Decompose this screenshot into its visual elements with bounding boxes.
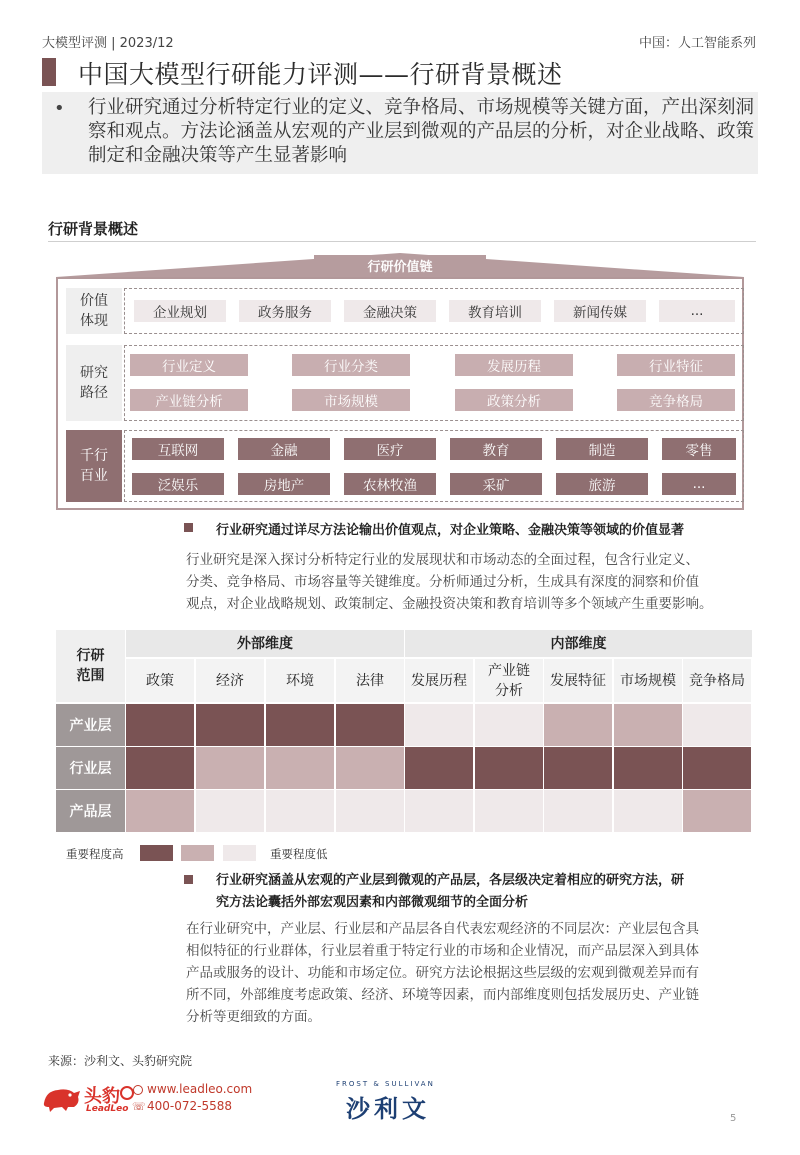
matrix-importance-cell: [405, 790, 473, 832]
note2-line: 相似特征的行业群体，行业层着重于特定行业的市场和企业情况，而产品层深入到具体: [186, 943, 699, 959]
matrix-importance-cell: [266, 704, 334, 746]
matrix-importance-cell: [336, 790, 404, 832]
value-chain-header: [56, 253, 744, 277]
matrix-importance-cell: [683, 704, 751, 746]
matrix-importance-cell: [126, 704, 194, 746]
matrix-row-header: 产业层: [56, 704, 125, 746]
note2-line: 产品或服务的设计、功能和市场定位。研究方法论根据这些层级的宏观到微观差异而有: [186, 965, 699, 981]
row-label-industries: [66, 430, 122, 502]
row-label-industries-line: 百业: [80, 468, 108, 484]
legend-swatch-high: [140, 845, 173, 861]
partner-name-en: FROST & SULLIVAN: [336, 1080, 435, 1088]
note2-line: 所不同，外部维度考虑政策、经济、环境等因素，而内部维度则包括发展历史、产业链: [186, 987, 699, 1003]
chip-research-item: 市场规模: [292, 389, 410, 411]
matrix-importance-cell: [336, 704, 404, 746]
note1-headline: 行业研究通过详尽方法论输出价值观点，对企业策略、金融决策等领域的价值显著: [216, 523, 685, 538]
legend-high-label: 重要程度高: [66, 847, 124, 861]
matrix-row-header: 产品层: [56, 790, 125, 832]
web-icon: [133, 1085, 143, 1095]
note2-line: 分析等更细致的方面。: [186, 1009, 321, 1025]
chip-research-item: 行业分类: [292, 354, 410, 376]
note2-headline-line: 究方法论囊括外部宏观因素和内部微观细节的全面分析: [216, 895, 529, 910]
matrix-column-header-line: 环境: [286, 672, 314, 689]
matrix-column-header-line: 发展历程: [411, 672, 467, 689]
row-label-value: [66, 288, 122, 334]
matrix-importance-cell: [614, 704, 682, 746]
matrix-corner: [56, 630, 125, 702]
matrix-column-header: [126, 659, 194, 702]
page-number: 5: [730, 1113, 737, 1124]
chip-industry-item: 农林牧渔: [344, 473, 436, 495]
matrix-importance-cell: [544, 747, 612, 789]
matrix-column-header-line: 市场规模: [620, 672, 676, 689]
leadleo-brand-cn: 头豹: [84, 1086, 120, 1107]
chip-research-item: 行业定义: [130, 354, 248, 376]
chip-research-item: 政策分析: [455, 389, 573, 411]
note2-bullet-icon: [184, 875, 193, 884]
chip-value-item: 企业规划: [134, 300, 226, 322]
page-title: 中国大模型行研能力评测——行研背景概述: [78, 60, 563, 89]
row-label-research-line: 研究: [80, 365, 108, 381]
chip-industry-item: 教育: [450, 438, 542, 460]
matrix-importance-cell: [126, 790, 194, 832]
matrix-importance-cell: [614, 747, 682, 789]
chip-industry-item: ...: [662, 473, 736, 495]
summary-box: [42, 92, 758, 174]
leadleo-brand-en: LeadLeo: [86, 1104, 129, 1114]
row-label-research: [66, 345, 122, 421]
chip-value-item: 新闻传媒: [554, 300, 646, 322]
research-scope-matrix: [56, 630, 752, 832]
section-divider: [48, 241, 756, 242]
note2-headline-line: 行业研究涵盖从宏观的产业层到微观的产品层，各层级决定着相应的研究方法，研: [216, 873, 685, 888]
row-label-value-line: 价值: [80, 293, 108, 309]
chip-research-item: 发展历程: [455, 354, 573, 376]
summary-bullet: •: [54, 98, 65, 119]
matrix-importance-cell: [196, 790, 264, 832]
value-chain-frame: [56, 277, 744, 510]
chip-industry-item: 采矿: [450, 473, 542, 495]
matrix-importance-cell: [405, 747, 473, 789]
value-chain-title: 行研价值链: [367, 260, 433, 275]
matrix-importance-cell: [405, 704, 473, 746]
report-category: 中国：人工智能系列: [638, 36, 756, 51]
matrix-column-header-line: 分析: [495, 682, 523, 699]
legend-swatch-low: [223, 845, 256, 861]
matrix-importance-cell: [544, 790, 612, 832]
matrix-column-header: [266, 659, 334, 702]
matrix-column-header-line: 法律: [356, 672, 384, 689]
matrix-column-header: [683, 659, 751, 702]
title-accent-bar: [42, 58, 56, 86]
chip-value-item: 教育培训: [449, 300, 541, 322]
note1-line: 分类、竞争格局、市场容量等关键维度。分析师通过分析，生成具有深度的洞察和价值: [186, 574, 699, 590]
matrix-corner-line: 范围: [76, 668, 105, 684]
chip-industry-item: 制造: [556, 438, 648, 460]
chip-industry-item: 互联网: [132, 438, 224, 460]
matrix-column-header-line: 产业链: [488, 662, 530, 679]
matrix-column-header-line: 政策: [146, 672, 174, 689]
matrix-column-header-line: 竞争格局: [689, 672, 745, 689]
source-note: 来源：沙利文、头豹研究院: [48, 1054, 193, 1068]
matrix-importance-cell: [126, 747, 194, 789]
legend-low-label: 重要程度低: [270, 847, 328, 861]
matrix-importance-cell: [475, 704, 543, 746]
matrix-importance-cell: [266, 747, 334, 789]
leadleo-logo-icon: [40, 1083, 84, 1113]
matrix-importance-cell: [544, 704, 612, 746]
chip-industry-item: 泛娱乐: [132, 473, 224, 495]
matrix-row-header: 行业层: [56, 747, 125, 789]
chip-value-item: ...: [659, 300, 735, 322]
section-title: 行研背景概述: [48, 220, 139, 238]
note1-bullet-icon: [184, 523, 193, 532]
matrix-column-header: [614, 659, 682, 702]
chip-research-item: 行业特征: [617, 354, 735, 376]
partner-name-cn: 沙利文: [346, 1095, 430, 1123]
matrix-importance-cell: [475, 790, 543, 832]
matrix-importance-cell: [614, 790, 682, 832]
summary-text: 行业研究通过分析特定行业的定义、竞争格局、市场规模等关键方面，产出深刻洞察和观点。方法论涵盖从宏观的产业层到微观的产品层的分析，对企业战略、政策制定和金融决策等产生显著影响: [88, 97, 755, 166]
chip-industry-item: 零售: [662, 438, 736, 460]
note1-paragraph: [186, 549, 766, 615]
matrix-importance-cell: [683, 790, 751, 832]
note2-paragraph: [186, 918, 766, 1028]
chip-industry-item: 房地产: [238, 473, 330, 495]
matrix-importance-cell: [196, 747, 264, 789]
matrix-importance-cell: [266, 790, 334, 832]
matrix-corner-line: 行研: [76, 648, 105, 664]
matrix-column-header: [544, 659, 612, 702]
note1-line: 行业研究是深入探讨分析特定行业的发展现状和市场动态的全面过程，包含行业定义、: [186, 552, 699, 568]
matrix-column-header: [336, 659, 404, 702]
note2-line: 在行业研究中，产业层、行业层和产品层各自代表宏观经济的不同层次：产业层包含具: [186, 921, 699, 937]
matrix-importance-cell: [475, 747, 543, 789]
leadleo-e-icon: [120, 1086, 134, 1100]
footer-phone: 400-072-5588: [147, 1099, 233, 1113]
matrix-group-internal: 内部维度: [405, 630, 752, 657]
matrix-column-header-line: 经济: [216, 672, 244, 689]
matrix-column-header: [475, 659, 543, 702]
chip-industry-item: 医疗: [344, 438, 436, 460]
chip-industry-item: 金融: [238, 438, 330, 460]
chip-industry-item: 旅游: [556, 473, 648, 495]
matrix-column-header: [405, 659, 473, 702]
matrix-group-external: 外部维度: [126, 630, 404, 657]
matrix-importance-cell: [683, 747, 751, 789]
note1-line: 观点，对企业战略规划、政策制定、金融投资决策和教育培训等多个领域产生重要影响。: [186, 596, 713, 612]
row-label-industries-line: 千行: [80, 448, 108, 464]
matrix-column-header: [196, 659, 264, 702]
chip-research-item: 竞争格局: [617, 389, 735, 411]
footer-website[interactable]: www.leadleo.com: [147, 1082, 253, 1096]
chip-research-item: 产业链分析: [130, 389, 248, 411]
matrix-importance-cell: [196, 704, 264, 746]
legend-swatch-mid: [181, 845, 214, 861]
note2-headline: [216, 870, 684, 914]
chip-value-item: 政务服务: [239, 300, 331, 322]
row-label-research-line: 路径: [80, 385, 108, 401]
matrix-column-header-line: 发展特征: [550, 672, 606, 689]
matrix-importance-cell: [336, 747, 404, 789]
chip-value-item: 金融决策: [344, 300, 436, 322]
report-series-date: 大模型评测 | 2023/12: [42, 36, 174, 51]
phone-icon: ☏: [132, 1100, 146, 1113]
row-label-value-line: 体现: [80, 313, 108, 329]
